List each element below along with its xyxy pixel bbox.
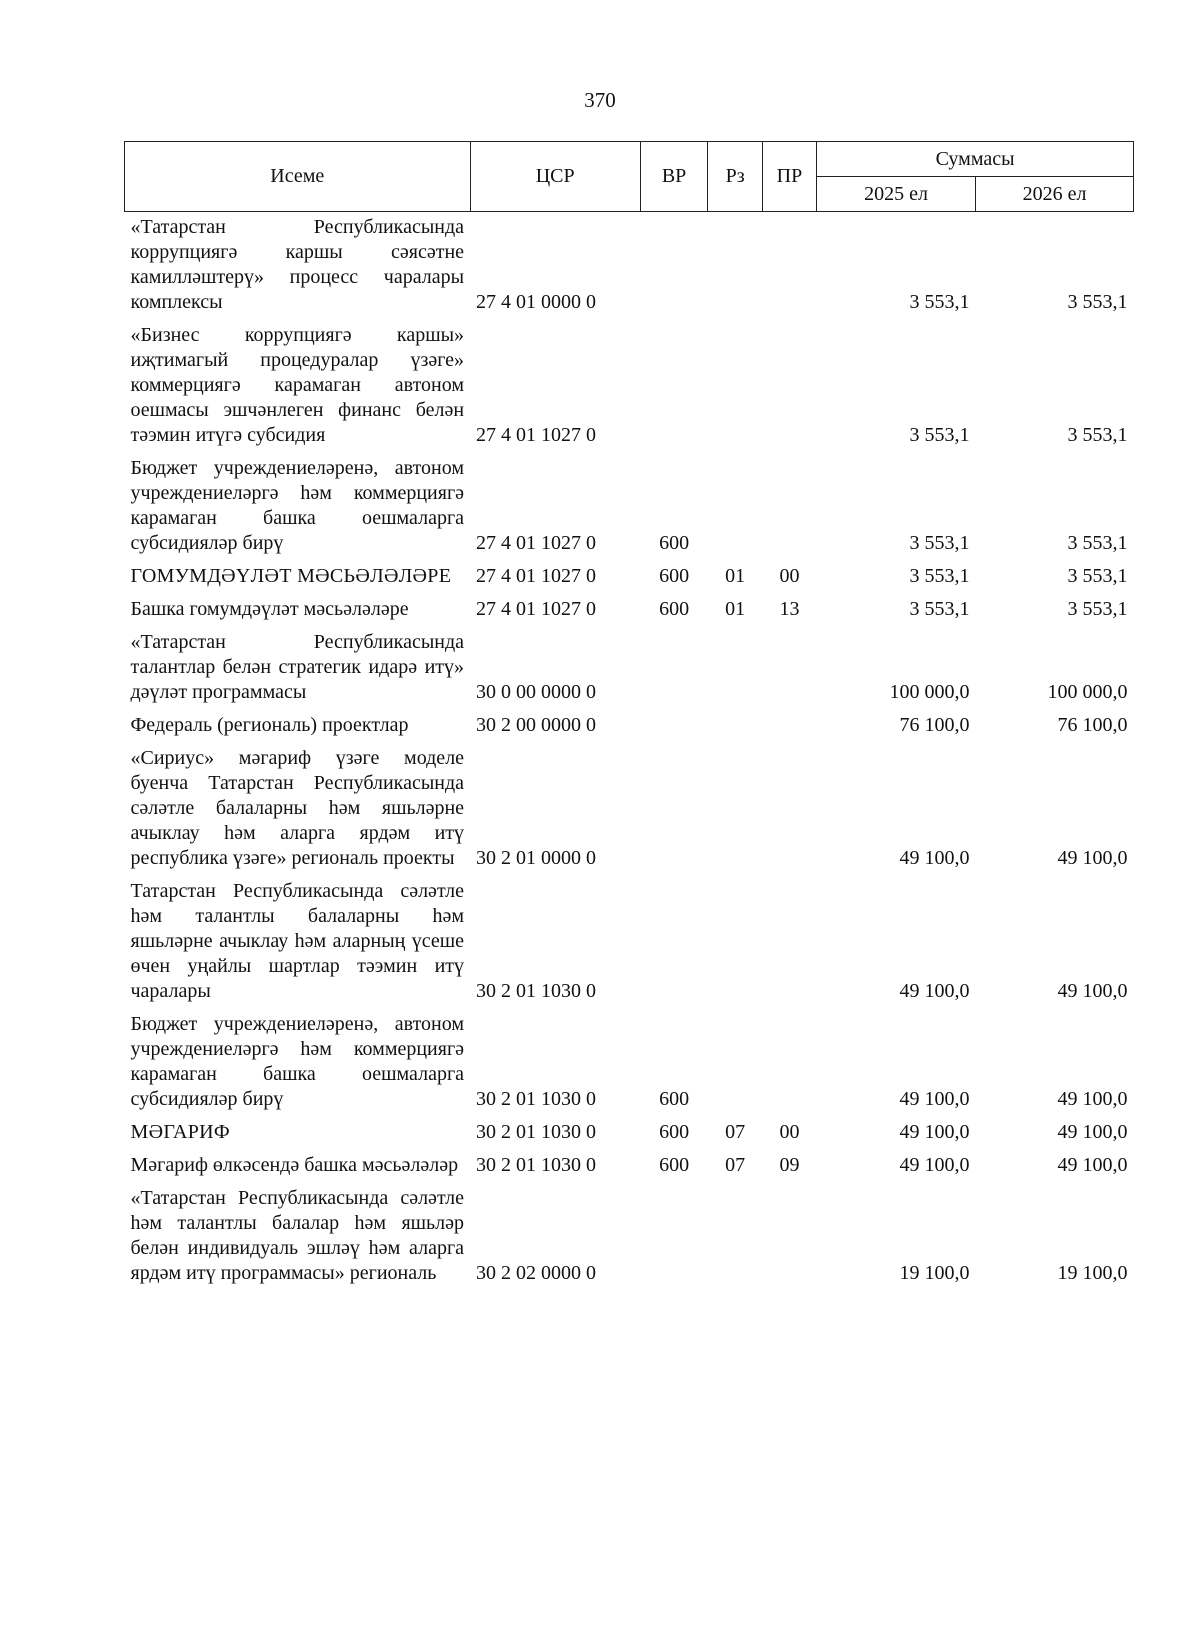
row-name: «Сириус» мәгариф үзәге моделе буенча Татарстан Республикасында сәләтле балаларны һәм яшьләрне ачыклау һәм аларга ярдәм итү республика үзәге» региональ проекты <box>130 747 465 869</box>
row-rz <box>708 710 762 743</box>
row-sum-2026: 19 100,0 <box>1057 1262 1128 1284</box>
row-pr <box>762 212 816 321</box>
header-year-2026: 2026 ел <box>976 177 1134 212</box>
row-rz: 07 <box>725 1154 746 1176</box>
row-sum-2026: 49 100,0 <box>1057 1154 1128 1176</box>
row-sum-2026: 3 553,1 <box>1067 291 1128 313</box>
table-row <box>125 453 1134 561</box>
row-rz <box>708 453 762 561</box>
row-name: ГОМУМДӘҮЛӘТ МӘСЬӘЛӘЛӘРЕ <box>130 565 452 587</box>
table-row <box>125 320 1134 453</box>
row-name: «Бизнес коррупциягә каршы» иҗтимагый процедуралар үзәге» коммерциягә карамаган автоном оешмасы эшчәнлеген финанс белән тәэмин итүгә субсидия <box>130 324 465 446</box>
row-sum-2025: 3 553,1 <box>909 565 970 587</box>
row-name: Башка гомумдәүләт мәсьәләләре <box>130 598 409 620</box>
row-pr: 09 <box>779 1154 800 1176</box>
header-vr: ВР <box>640 142 708 212</box>
row-sum-2025: 76 100,0 <box>899 714 970 736</box>
row-pr: 00 <box>779 565 800 587</box>
row-rz: 07 <box>725 1121 746 1143</box>
table-row <box>125 1117 1134 1150</box>
row-pr <box>762 876 816 1009</box>
row-sum-2025: 49 100,0 <box>899 1121 970 1143</box>
row-name: «Татарстан Республикасында сәләтле һәм талантлы балалар һәм яшьләр белән индивидуаль эшләү һәм аларга ярдәм итү программасы» региональ <box>130 1187 465 1284</box>
row-vr: 600 <box>659 598 690 620</box>
row-rz <box>708 743 762 876</box>
row-sum-2025: 49 100,0 <box>899 1154 970 1176</box>
row-vr <box>640 876 708 1009</box>
row-pr: 13 <box>779 598 800 620</box>
row-rz: 01 <box>725 565 746 587</box>
row-csr: 30 2 01 1030 0 <box>476 1121 597 1143</box>
table-row <box>125 876 1134 1009</box>
row-sum-2026: 3 553,1 <box>1067 532 1128 554</box>
row-vr: 600 <box>659 1154 690 1176</box>
row-sum-2026: 49 100,0 <box>1057 847 1128 869</box>
row-vr <box>640 320 708 453</box>
row-pr <box>762 627 816 710</box>
table-row <box>125 594 1134 627</box>
table-row <box>125 1183 1134 1291</box>
header-year-2025: 2025 ел <box>817 177 976 212</box>
table-row <box>125 1150 1134 1183</box>
row-sum-2025: 3 553,1 <box>909 291 970 313</box>
row-sum-2025: 3 553,1 <box>909 598 970 620</box>
row-vr: 600 <box>659 532 690 554</box>
row-csr: 30 2 00 0000 0 <box>476 714 597 736</box>
row-vr <box>640 710 708 743</box>
row-name: «Татарстан Республикасында талантлар белән стратегик идарә итү» дәүләт программасы <box>130 631 465 703</box>
row-csr: 27 4 01 1027 0 <box>476 598 597 620</box>
table-row <box>125 710 1134 743</box>
row-sum-2025: 3 553,1 <box>909 532 970 554</box>
table-row <box>125 743 1134 876</box>
row-name: «Татарстан Республикасында коррупциягә каршы сәясәтне камилләштерү» процесс чаралары комплексы <box>130 216 465 313</box>
row-sum-2025: 100 000,0 <box>889 681 970 703</box>
row-vr <box>640 743 708 876</box>
row-name: Татарстан Республикасында сәләтле һәм талантлы балаларны һәм яшьләрне ачыклау һәм аларның үсеше өчен уңайлы шартлар тәэмин итү чаралары <box>130 880 465 1002</box>
row-rz <box>708 627 762 710</box>
row-rz <box>708 1183 762 1291</box>
row-sum-2025: 19 100,0 <box>899 1262 970 1284</box>
row-vr: 600 <box>659 565 690 587</box>
row-sum-2026: 100 000,0 <box>1047 681 1128 703</box>
row-pr <box>762 453 816 561</box>
row-rz: 01 <box>725 598 746 620</box>
header-sums: Суммасы <box>817 142 1134 177</box>
row-csr: 30 0 00 0000 0 <box>476 681 597 703</box>
row-vr <box>640 212 708 321</box>
row-vr <box>640 1183 708 1291</box>
row-name: МӘГАРИФ <box>130 1121 231 1143</box>
row-csr: 27 4 01 1027 0 <box>476 532 597 554</box>
row-csr: 30 2 02 0000 0 <box>476 1262 597 1284</box>
row-sum-2026: 3 553,1 <box>1067 565 1128 587</box>
row-sum-2025: 49 100,0 <box>899 980 970 1002</box>
row-sum-2026: 49 100,0 <box>1057 1121 1128 1143</box>
budget-table <box>124 141 1134 1291</box>
row-rz <box>708 212 762 321</box>
row-sum-2026: 49 100,0 <box>1057 980 1128 1002</box>
row-csr: 30 2 01 1030 0 <box>476 1088 597 1110</box>
row-vr: 600 <box>659 1088 690 1110</box>
header-name: Исеме <box>125 142 471 212</box>
header-rz: Рз <box>708 142 762 212</box>
row-sum-2026: 3 553,1 <box>1067 424 1128 446</box>
row-pr <box>762 320 816 453</box>
row-vr: 600 <box>659 1121 690 1143</box>
row-pr: 00 <box>779 1121 800 1143</box>
row-pr <box>762 710 816 743</box>
row-sum-2026: 3 553,1 <box>1067 598 1128 620</box>
row-csr: 30 2 01 0000 0 <box>476 847 597 869</box>
row-name: Федераль (региональ) проектлар <box>130 714 409 736</box>
header-pr: ПР <box>762 142 816 212</box>
row-sum-2025: 49 100,0 <box>899 1088 970 1110</box>
table-row <box>125 627 1134 710</box>
page-number: 370 <box>584 88 616 112</box>
row-rz <box>708 1009 762 1117</box>
row-csr: 27 4 01 1027 0 <box>476 565 597 587</box>
row-sum-2026: 49 100,0 <box>1057 1088 1128 1110</box>
row-csr: 27 4 01 1027 0 <box>476 424 597 446</box>
table-row <box>125 212 1134 321</box>
header-csr: ЦСР <box>470 142 640 212</box>
table-header <box>125 142 1134 212</box>
row-csr: 30 2 01 1030 0 <box>476 1154 597 1176</box>
row-sum-2026: 76 100,0 <box>1057 714 1128 736</box>
row-sum-2025: 49 100,0 <box>899 847 970 869</box>
table-row <box>125 1009 1134 1117</box>
row-name: Бюджет учреждениеләренә, автоном учреждениеләргә һәм коммерциягә карамаган башка оешмаларга субсидияләр бирү <box>130 1013 465 1110</box>
row-rz <box>708 320 762 453</box>
row-rz <box>708 876 762 1009</box>
row-vr <box>640 627 708 710</box>
table-row <box>125 561 1134 594</box>
row-pr <box>762 1183 816 1291</box>
row-csr: 30 2 01 1030 0 <box>476 980 597 1002</box>
row-name: Бюджет учреждениеләренә, автоном учреждениеләргә һәм коммерциягә карамаган башка оешмаларга субсидияләр бирү <box>130 457 465 554</box>
row-pr <box>762 1009 816 1117</box>
row-name: Мәгариф өлкәсендә башка мәсьәләләр <box>130 1154 459 1176</box>
row-sum-2025: 3 553,1 <box>909 424 970 446</box>
row-pr <box>762 743 816 876</box>
row-csr: 27 4 01 0000 0 <box>476 291 597 313</box>
